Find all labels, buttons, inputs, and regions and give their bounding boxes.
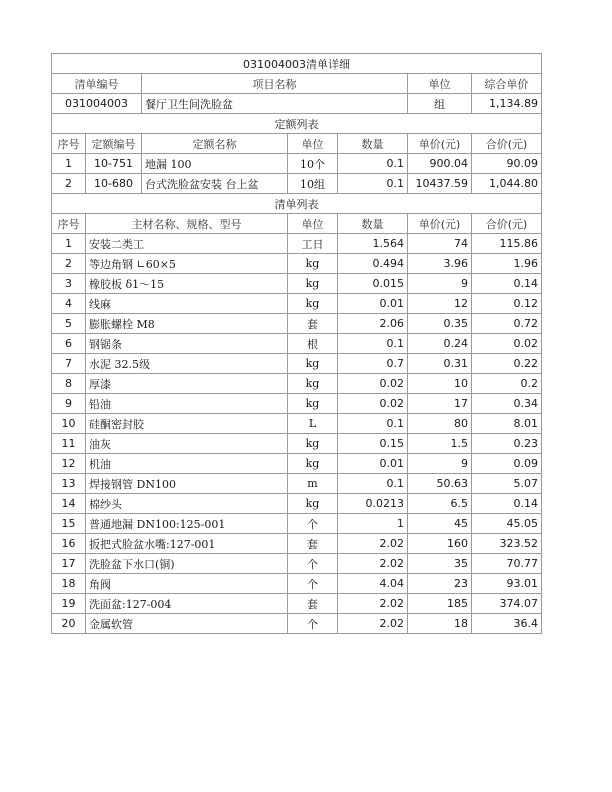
material-total: 323.52 xyxy=(472,534,542,554)
material-unit-price: 35 xyxy=(408,554,472,574)
material-row xyxy=(52,554,542,574)
material-total: 374.07 xyxy=(472,594,542,614)
quota-unit-price: 900.04 xyxy=(408,154,472,174)
quota-header-row xyxy=(52,134,542,154)
material-row xyxy=(52,274,542,294)
material-no: 6 xyxy=(52,334,86,354)
material-row xyxy=(52,314,542,334)
material-row xyxy=(52,334,542,354)
material-unit-price: 80 xyxy=(408,414,472,434)
quota-name: 台式洗脸盆安装 台上盆 xyxy=(142,174,288,194)
material-name: 钢锯条 xyxy=(86,334,288,354)
quota-qty: 0.1 xyxy=(338,154,408,174)
bill-detail-table xyxy=(51,53,542,634)
material-total: 36.4 xyxy=(472,614,542,634)
material-no: 16 xyxy=(52,534,86,554)
quota-unit-price: 10437.59 xyxy=(408,174,472,194)
material-row xyxy=(52,294,542,314)
material-no: 9 xyxy=(52,394,86,414)
material-name: 铅油 xyxy=(86,394,288,414)
material-row xyxy=(52,374,542,394)
material-name: 油灰 xyxy=(86,434,288,454)
material-no: 12 xyxy=(52,454,86,474)
sheet-title: 031004003清单详细 xyxy=(52,54,542,74)
quota-header-code: 定额编号 xyxy=(86,134,142,154)
material-unit: 个 xyxy=(288,614,338,634)
material-row xyxy=(52,454,542,474)
quota-code: 10-680 xyxy=(86,174,142,194)
material-unit: kg xyxy=(288,394,338,414)
material-qty: 0.1 xyxy=(338,334,408,354)
material-total: 0.02 xyxy=(472,334,542,354)
material-no: 7 xyxy=(52,354,86,374)
quota-unit: 10组 xyxy=(288,174,338,194)
material-name: 水泥 32.5级 xyxy=(86,354,288,374)
material-name: 棉纱头 xyxy=(86,494,288,514)
materials-header-no: 序号 xyxy=(52,214,86,234)
material-unit: 工日 xyxy=(288,234,338,254)
quota-section-row xyxy=(52,114,542,134)
quota-unit: 10个 xyxy=(288,154,338,174)
material-unit: kg xyxy=(288,354,338,374)
quota-qty: 0.1 xyxy=(338,174,408,194)
material-unit-price: 1.5 xyxy=(408,434,472,454)
material-row xyxy=(52,514,542,534)
header-bill-code: 清单编号 xyxy=(52,74,142,94)
table-body xyxy=(52,54,542,634)
material-qty: 0.02 xyxy=(338,374,408,394)
material-name: 金属软管 xyxy=(86,614,288,634)
title-row xyxy=(52,54,542,74)
material-name: 等边角钢 ∟60×5 xyxy=(86,254,288,274)
material-row xyxy=(52,434,542,454)
material-unit: L xyxy=(288,414,338,434)
header-item-name: 项目名称 xyxy=(142,74,408,94)
quota-header-unit: 单位 xyxy=(288,134,338,154)
material-total: 0.22 xyxy=(472,354,542,374)
material-row xyxy=(52,574,542,594)
material-unit-price: 6.5 xyxy=(408,494,472,514)
material-name: 线麻 xyxy=(86,294,288,314)
material-unit-price: 0.24 xyxy=(408,334,472,354)
quota-header-no: 序号 xyxy=(52,134,86,154)
material-total: 0.72 xyxy=(472,314,542,334)
material-unit: 个 xyxy=(288,554,338,574)
material-no: 15 xyxy=(52,514,86,534)
material-total: 0.09 xyxy=(472,454,542,474)
material-unit: kg xyxy=(288,254,338,274)
material-unit: kg xyxy=(288,374,338,394)
material-row xyxy=(52,494,542,514)
quota-row xyxy=(52,154,542,174)
material-row xyxy=(52,414,542,434)
material-unit-price: 74 xyxy=(408,234,472,254)
material-unit-price: 0.35 xyxy=(408,314,472,334)
materials-section-title: 清单列表 xyxy=(52,194,542,214)
material-unit-price: 160 xyxy=(408,534,472,554)
material-qty: 2.02 xyxy=(338,534,408,554)
material-unit: 个 xyxy=(288,574,338,594)
material-unit: kg xyxy=(288,294,338,314)
material-qty: 0.1 xyxy=(338,414,408,434)
material-unit-price: 17 xyxy=(408,394,472,414)
material-name: 橡胶板 δ1～15 xyxy=(86,274,288,294)
material-no: 18 xyxy=(52,574,86,594)
materials-header-total: 合价(元) xyxy=(472,214,542,234)
material-unit-price: 9 xyxy=(408,454,472,474)
material-name: 硅酮密封胶 xyxy=(86,414,288,434)
material-unit: kg xyxy=(288,494,338,514)
material-total: 5.07 xyxy=(472,474,542,494)
quota-header-name: 定额名称 xyxy=(142,134,288,154)
material-total: 0.34 xyxy=(472,394,542,414)
material-row xyxy=(52,474,542,494)
quota-total: 90.09 xyxy=(472,154,542,174)
material-unit: 套 xyxy=(288,314,338,334)
material-name: 厚漆 xyxy=(86,374,288,394)
material-qty: 0.0213 xyxy=(338,494,408,514)
material-unit: kg xyxy=(288,274,338,294)
material-total: 0.12 xyxy=(472,294,542,314)
material-total: 93.01 xyxy=(472,574,542,594)
quota-header-qty: 数量 xyxy=(338,134,408,154)
material-unit-price: 12 xyxy=(408,294,472,314)
material-unit-price: 50.63 xyxy=(408,474,472,494)
material-qty: 0.02 xyxy=(338,394,408,414)
material-row xyxy=(52,354,542,374)
material-no: 4 xyxy=(52,294,86,314)
material-total: 8.01 xyxy=(472,414,542,434)
material-qty: 2.02 xyxy=(338,614,408,634)
material-qty: 1.564 xyxy=(338,234,408,254)
material-row xyxy=(52,234,542,254)
material-no: 11 xyxy=(52,434,86,454)
summary-header-row xyxy=(52,74,542,94)
material-total: 0.14 xyxy=(472,494,542,514)
material-unit: 个 xyxy=(288,514,338,534)
material-qty: 0.015 xyxy=(338,274,408,294)
materials-header-name: 主材名称、规格、型号 xyxy=(86,214,288,234)
material-unit-price: 0.31 xyxy=(408,354,472,374)
material-row xyxy=(52,394,542,414)
composite-price: 1,134.89 xyxy=(472,94,542,114)
material-total: 115.86 xyxy=(472,234,542,254)
material-unit-price: 9 xyxy=(408,274,472,294)
material-total: 0.2 xyxy=(472,374,542,394)
material-unit-price: 23 xyxy=(408,574,472,594)
material-no: 20 xyxy=(52,614,86,634)
material-qty: 2.02 xyxy=(338,554,408,574)
material-name: 洗面盆:127-004 xyxy=(86,594,288,614)
materials-section-row xyxy=(52,194,542,214)
materials-header-row xyxy=(52,214,542,234)
material-no: 5 xyxy=(52,314,86,334)
material-no: 13 xyxy=(52,474,86,494)
material-total: 45.05 xyxy=(472,514,542,534)
quota-code: 10-751 xyxy=(86,154,142,174)
quota-name: 地漏 100 xyxy=(142,154,288,174)
material-unit: 套 xyxy=(288,594,338,614)
material-name: 焊接钢管 DN100 xyxy=(86,474,288,494)
quota-no: 2 xyxy=(52,174,86,194)
material-no: 1 xyxy=(52,234,86,254)
header-unit: 单位 xyxy=(408,74,472,94)
material-no: 3 xyxy=(52,274,86,294)
quota-section-title: 定额列表 xyxy=(52,114,542,134)
item-name: 餐厅卫生间洗脸盆 xyxy=(142,94,408,114)
material-unit-price: 10 xyxy=(408,374,472,394)
material-qty: 2.06 xyxy=(338,314,408,334)
material-no: 14 xyxy=(52,494,86,514)
material-row xyxy=(52,614,542,634)
material-unit: kg xyxy=(288,434,338,454)
material-unit: 根 xyxy=(288,334,338,354)
material-unit-price: 185 xyxy=(408,594,472,614)
material-qty: 0.7 xyxy=(338,354,408,374)
material-name: 洗脸盆下水口(铜) xyxy=(86,554,288,574)
quota-total: 1,044.80 xyxy=(472,174,542,194)
material-no: 8 xyxy=(52,374,86,394)
material-no: 2 xyxy=(52,254,86,274)
item-unit: 组 xyxy=(408,94,472,114)
material-qty: 0.15 xyxy=(338,434,408,454)
material-unit-price: 45 xyxy=(408,514,472,534)
material-unit: m xyxy=(288,474,338,494)
material-qty: 2.02 xyxy=(338,594,408,614)
materials-header-unit: 单位 xyxy=(288,214,338,234)
bill-code: 031004003 xyxy=(52,94,142,114)
header-composite-price: 综合单价 xyxy=(472,74,542,94)
material-qty: 0.01 xyxy=(338,454,408,474)
quota-no: 1 xyxy=(52,154,86,174)
material-qty: 4.04 xyxy=(338,574,408,594)
material-name: 角阀 xyxy=(86,574,288,594)
material-row xyxy=(52,594,542,614)
material-no: 19 xyxy=(52,594,86,614)
material-name: 扳把式脸盆水嘴:127-001 xyxy=(86,534,288,554)
material-total: 70.77 xyxy=(472,554,542,574)
material-qty: 0.494 xyxy=(338,254,408,274)
material-qty: 0.01 xyxy=(338,294,408,314)
materials-header-unit-price: 单价(元) xyxy=(408,214,472,234)
materials-header-qty: 数量 xyxy=(338,214,408,234)
material-no: 17 xyxy=(52,554,86,574)
summary-row xyxy=(52,94,542,114)
material-total: 0.14 xyxy=(472,274,542,294)
material-row xyxy=(52,534,542,554)
material-unit: 套 xyxy=(288,534,338,554)
material-name: 机油 xyxy=(86,454,288,474)
material-unit-price: 18 xyxy=(408,614,472,634)
quota-row xyxy=(52,174,542,194)
material-unit-price: 3.96 xyxy=(408,254,472,274)
quota-header-unit-price: 单价(元) xyxy=(408,134,472,154)
quota-header-total: 合价(元) xyxy=(472,134,542,154)
material-no: 10 xyxy=(52,414,86,434)
material-name: 安装二类工 xyxy=(86,234,288,254)
material-qty: 0.1 xyxy=(338,474,408,494)
material-total: 0.23 xyxy=(472,434,542,454)
material-unit: kg xyxy=(288,454,338,474)
material-name: 普通地漏 DN100:125-001 xyxy=(86,514,288,534)
material-row xyxy=(52,254,542,274)
material-name: 膨胀螺栓 M8 xyxy=(86,314,288,334)
material-total: 1.96 xyxy=(472,254,542,274)
material-qty: 1 xyxy=(338,514,408,534)
